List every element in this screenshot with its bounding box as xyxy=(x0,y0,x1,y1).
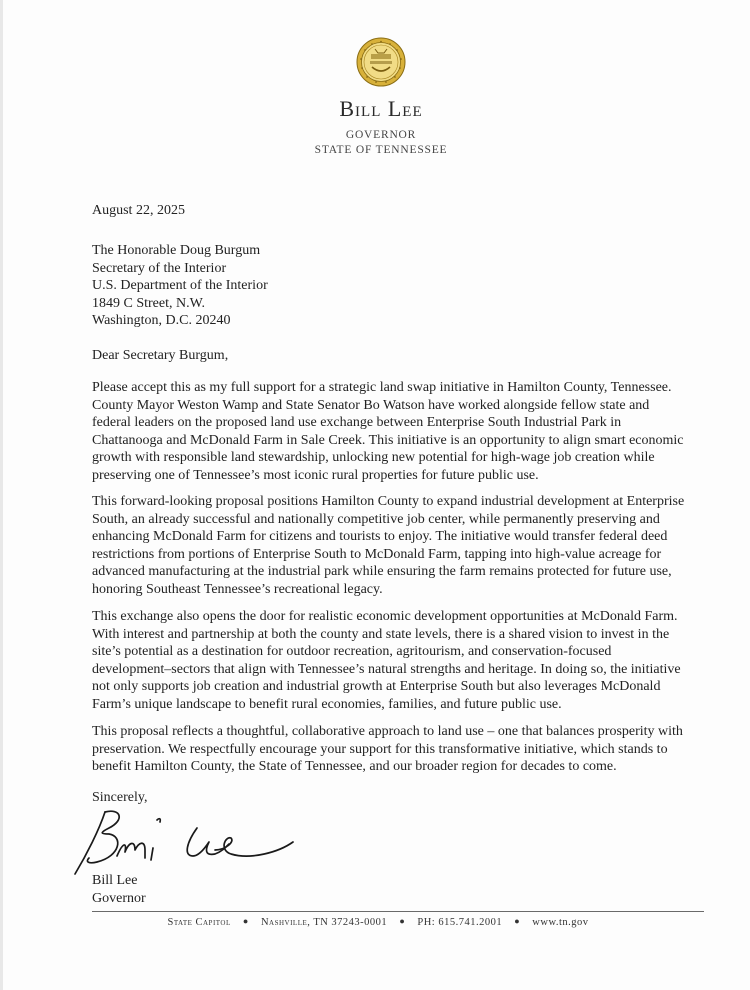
address-line: 1849 C Street, N.W. xyxy=(92,295,206,311)
address-line: Washington, D.C. 20240 xyxy=(92,313,231,329)
paragraph-line: Please accept this as my full support for a strategic land swap initiative in Hamilton County, Tennessee. xyxy=(92,380,672,395)
paragraph-line: This proposal reflects a thoughtful, collaborative approach to land use – one that balances prosperity with xyxy=(92,724,683,739)
paragraph-line: advanced manufacturing at the industrial park while ensuring the farm remains protected for future use, xyxy=(92,564,672,580)
bullet-separator-icon: ● xyxy=(514,916,521,926)
paragraph-line: restrictions from portions of Enterprise South to McDonald Farm, tapping into high-value acreage for xyxy=(92,546,662,562)
paragraph-line: South, an already successful and nationally competitive job center, while permanently preserving and xyxy=(92,511,660,527)
paragraph-line: not only supports job creation and industrial growth at Enterprise South but also leverages McDonald xyxy=(92,679,661,695)
paragraph-line: This forward-looking proposal positions Hamilton County to expand industrial development at Enterprise xyxy=(92,494,685,509)
paragraph-line: Farm’s unique landscape to benefit rural economies, families, and future public use. xyxy=(92,696,562,712)
paragraph-line: growth with responsible land stewardship, unlocking new potential for high-wage job creation while xyxy=(92,450,655,466)
paragraph-line: enhancing McDonald Farm for citizens and tourists to enjoy. The initiative would transfer federal deed xyxy=(92,529,668,545)
footer-phone: PH: 615.741.2001 xyxy=(417,917,503,928)
paragraph-line: benefit Hamilton County, the State of Tennessee, and our broader region for decades to come. xyxy=(92,759,617,775)
address-line: Secretary of the Interior xyxy=(92,260,227,276)
paragraph-line: County Mayor Weston Wamp and State Senator Bo Watson have worked alongside fellow state and xyxy=(92,397,650,413)
letter-date: August 22, 2025 xyxy=(92,203,185,218)
paragraph-line: honoring Southeast Tennessee’s recreational legacy. xyxy=(92,581,383,597)
footer-divider xyxy=(92,911,704,912)
address-line: The Honorable Doug Burgum xyxy=(92,243,261,258)
paragraph-line: preservation. We respectfully encourage your support for this transformative initiative, which stands to xyxy=(92,741,668,757)
signature-image xyxy=(65,806,295,882)
closing: Sincerely, xyxy=(92,790,148,805)
paragraph-line: Chattanooga and McDonald Farm in Sale Creek. This initiative is an opportunity to align smart economic xyxy=(92,432,684,448)
salutation: Dear Secretary Burgum, xyxy=(92,348,229,363)
footer-website: www.tn.gov xyxy=(532,917,589,928)
signatory-name: Bill Lee xyxy=(92,873,138,888)
paragraph-line: federal leaders on the proposed land use exchange between Enterprise South Industrial Park in xyxy=(92,415,622,431)
paragraph-line: preserving one of Tennessee’s most iconic rural properties for future public use. xyxy=(92,467,539,483)
paragraph-line: development–sectors that align with Tennessee’s natural strengths and heritage. In doing so, the initiative xyxy=(92,661,681,677)
body-paragraph-1 xyxy=(92,379,682,485)
paragraph-line: With interest and partnership at both the county and state levels, there is a shared vision to invest in the xyxy=(92,626,670,642)
body-paragraph-4 xyxy=(92,723,682,776)
body-paragraph-2 xyxy=(92,493,685,599)
footer xyxy=(3,917,750,928)
signatory-title: Governor xyxy=(92,891,146,906)
address-line: U.S. Department of the Interior xyxy=(92,278,268,294)
bullet-separator-icon: ● xyxy=(399,916,406,926)
bullet-separator-icon: ● xyxy=(242,916,249,926)
letterhead-state: STATE OF TENNESSEE xyxy=(314,144,448,156)
letterhead-name: Bill Lee xyxy=(339,96,423,121)
recipient-address xyxy=(92,242,268,330)
tennessee-seal-icon xyxy=(356,37,406,87)
footer-location: State Capitol xyxy=(167,917,231,928)
paragraph-line: This exchange also opens the door for realistic economic development opportunities at McDonald Farm. xyxy=(92,609,678,624)
body-paragraph-3 xyxy=(92,608,682,714)
paragraph-line: site’s potential as a destination for outdoor recreation, agritourism, and conservation-focused xyxy=(92,644,612,660)
footer-city: Nashville, TN 37243-0001 xyxy=(260,917,388,928)
letterhead-title: GOVERNOR xyxy=(345,129,417,141)
